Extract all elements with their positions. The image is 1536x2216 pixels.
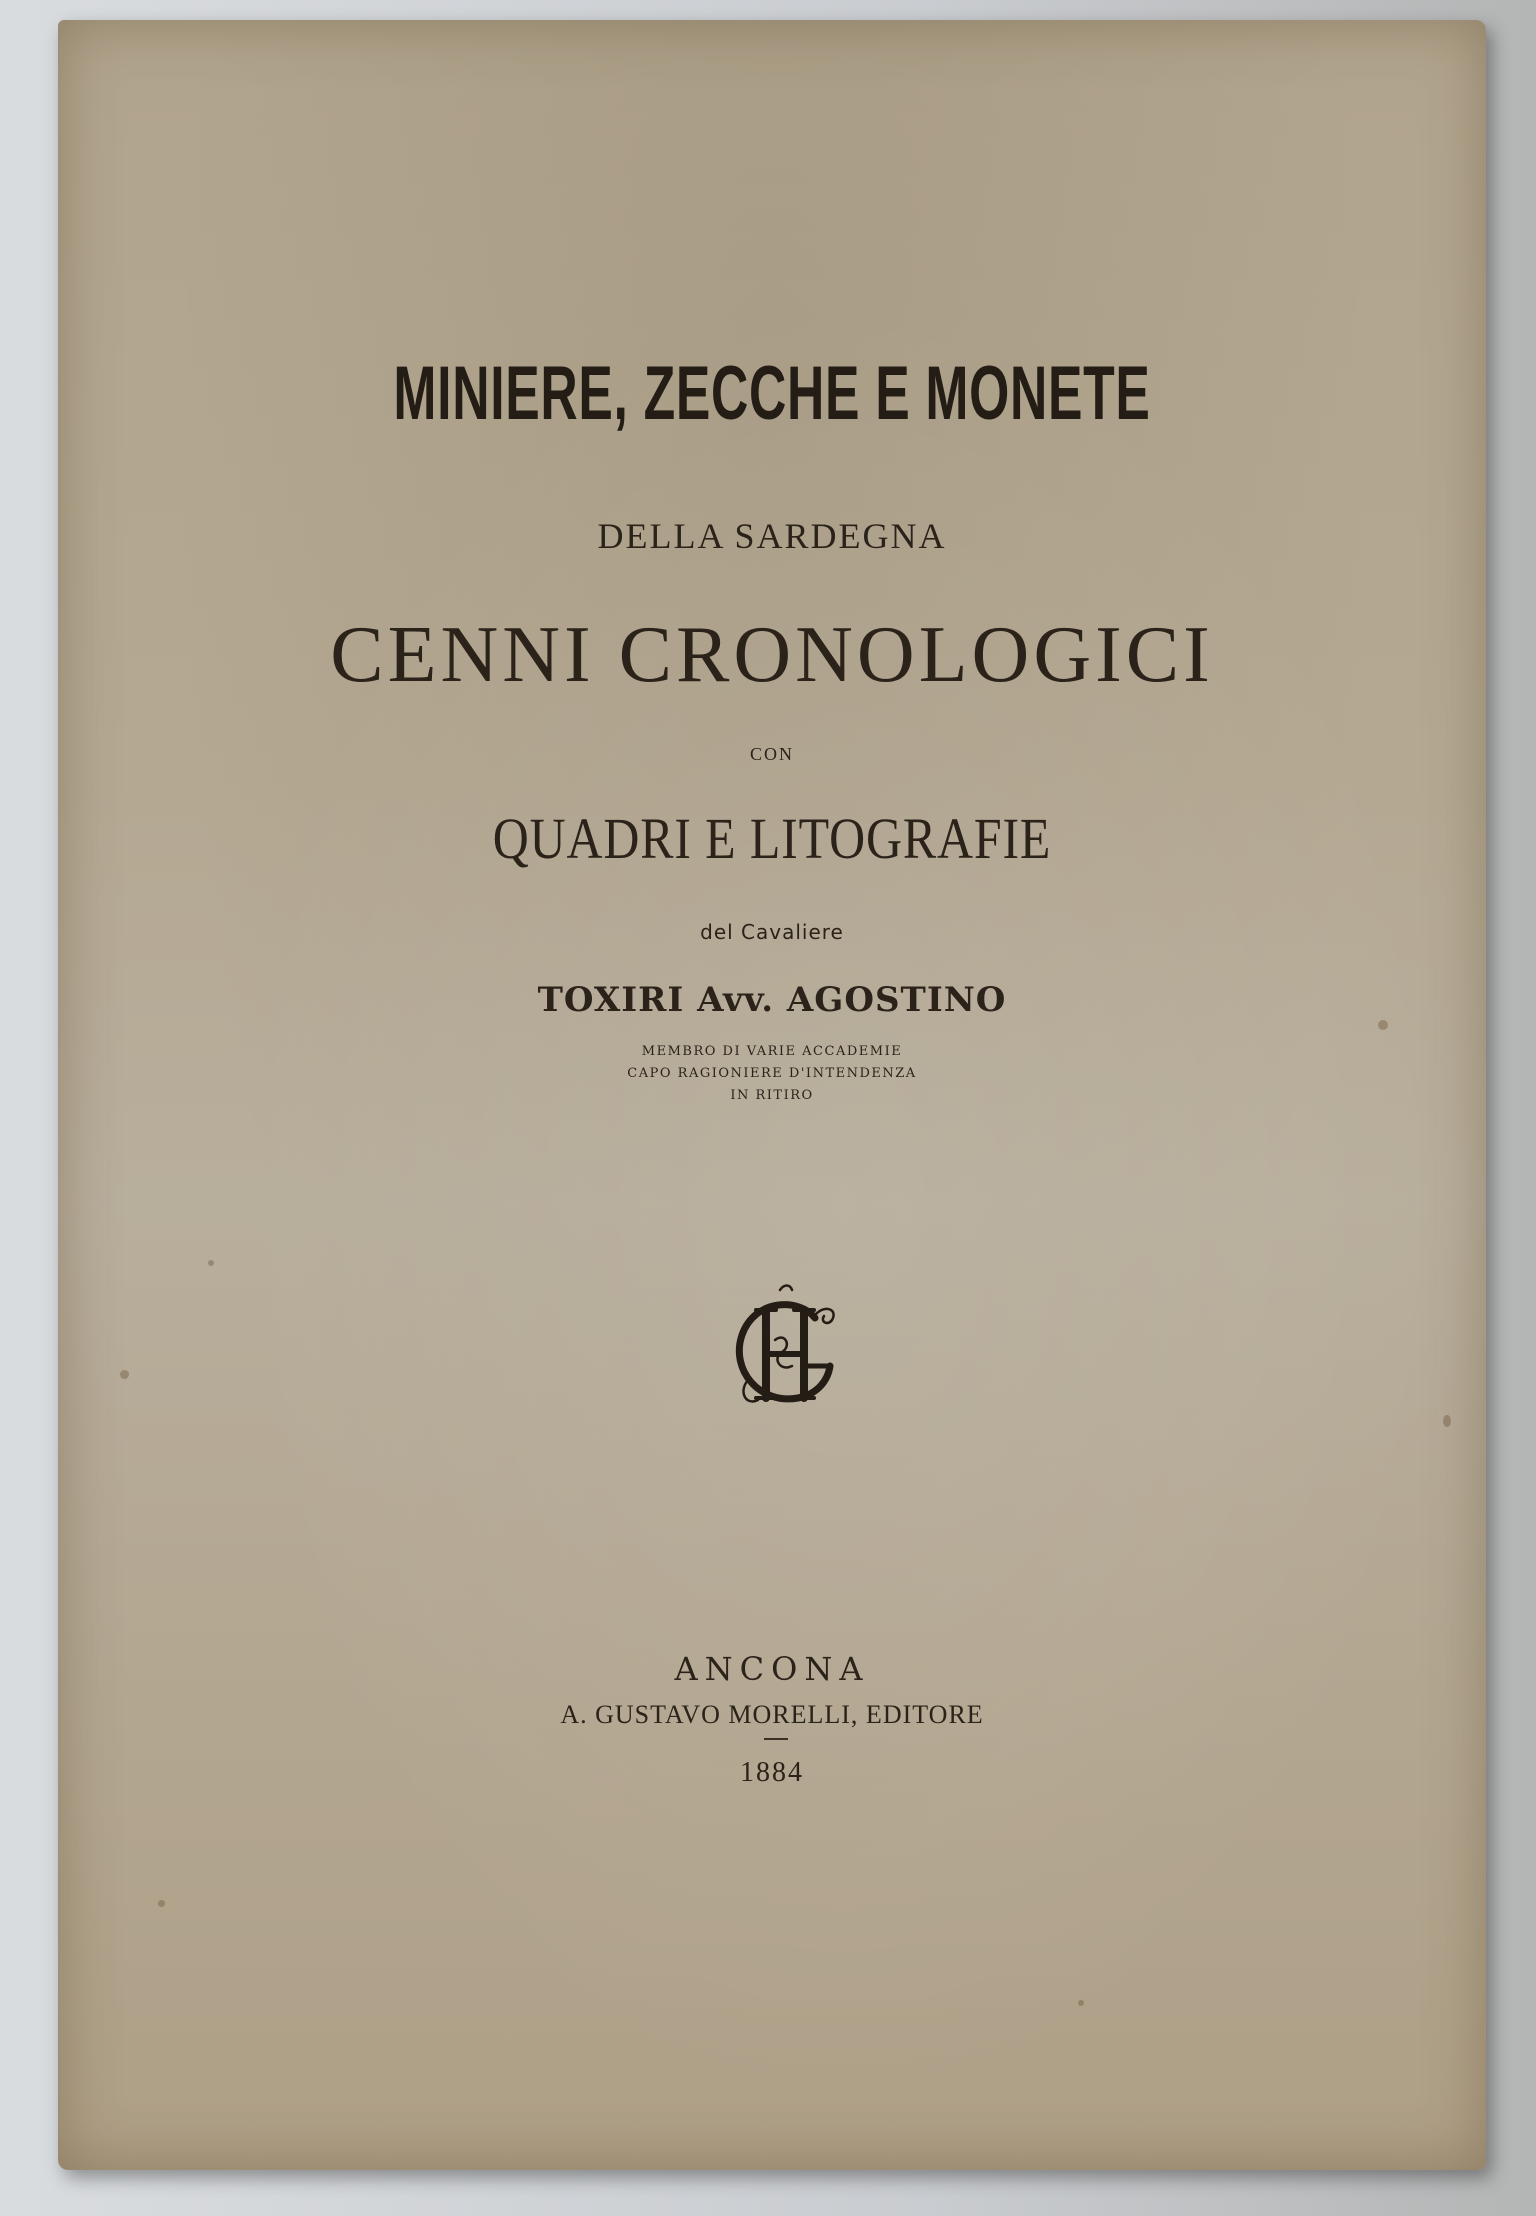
publisher-monogram-icon [720, 1280, 850, 1420]
publisher-name: A. GUSTAVO MORELLI, EDITORE [560, 1700, 984, 1729]
aging-spot [1443, 1415, 1451, 1427]
author-credential: IN RITIRO [730, 1088, 814, 1103]
author-credential: MEMBRO DI VARIE ACCADEMIE [641, 1044, 903, 1059]
book-subtitle: DELLA SARDEGNA [597, 516, 947, 556]
aging-spot [1078, 2000, 1084, 2006]
publication-city: ANCONA [674, 1650, 870, 1688]
book-cover [58, 20, 1486, 2170]
aging-spot [1378, 1020, 1388, 1030]
author-prefix: del Cavaliere [700, 920, 844, 944]
author-credential: CAPO RAGIONIERE D'INTENDENZA [627, 1066, 917, 1081]
connector-word: CON [749, 744, 794, 764]
aging-spot [208, 1260, 214, 1266]
author-name: TOXIRI Avv. AGOSTINO [537, 980, 1007, 1020]
publication-year: 1884 [740, 1757, 804, 1788]
main-heading: CENNI CRONOLOGICI [330, 611, 1214, 699]
divider [764, 1738, 788, 1740]
aging-spot [120, 1370, 129, 1379]
book-title: MINIERE, ZECCHE E MONETE [393, 351, 1151, 436]
secondary-heading: QUADRI E LITOGRAFIE [492, 806, 1052, 871]
aging-spot [158, 1900, 165, 1907]
